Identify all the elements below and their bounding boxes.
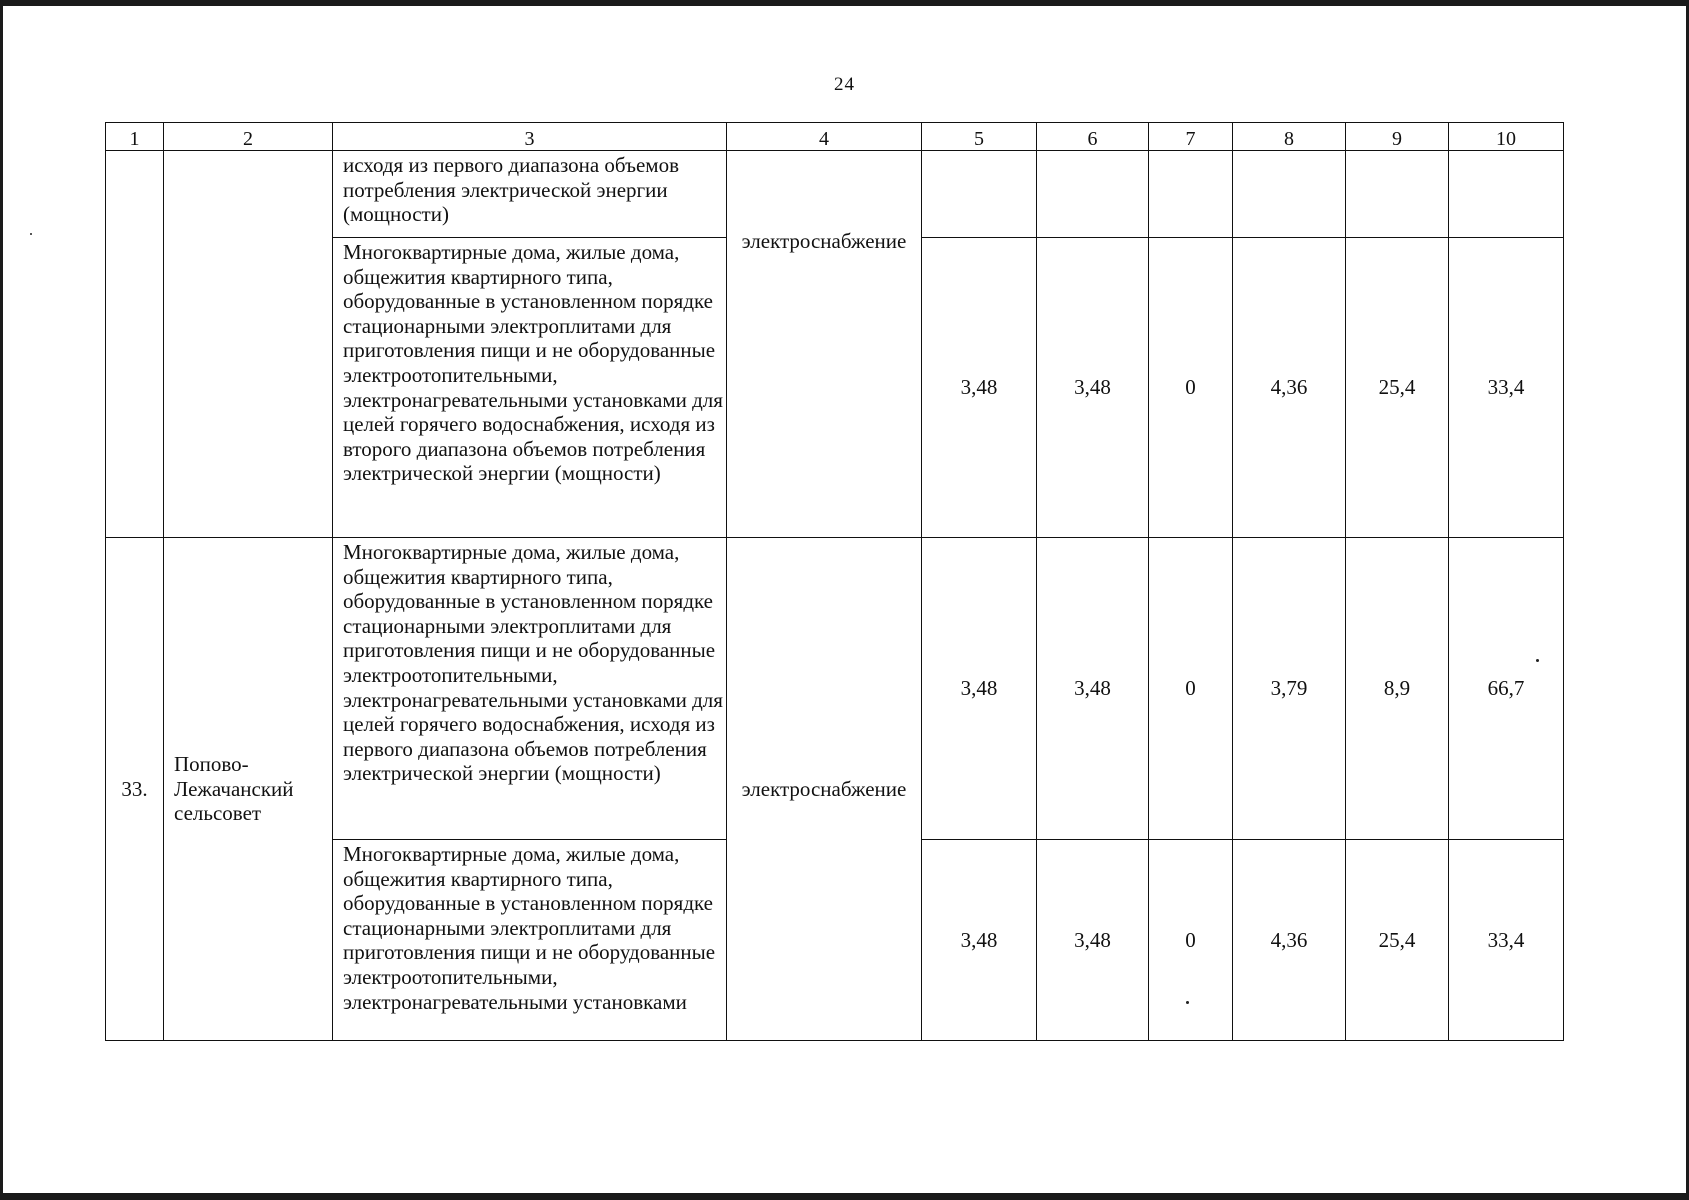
- header-col-10: 10: [1449, 123, 1564, 151]
- value-col-10: 33,4: [1449, 238, 1564, 538]
- row-number-cell: [106, 151, 164, 538]
- value-col-5: [922, 151, 1037, 238]
- value-col-9: [1346, 151, 1449, 238]
- value-col-6: 3,48: [1037, 238, 1149, 538]
- header-col-3: 3: [333, 123, 727, 151]
- header-col-2: 2: [164, 123, 333, 151]
- value-col-7: 0: [1149, 840, 1233, 1041]
- service-type: электроснабжение: [727, 538, 922, 1041]
- value-col-8: [1233, 151, 1346, 238]
- service-type: электроснабжение: [727, 151, 922, 538]
- scan-speck: [1536, 659, 1539, 662]
- municipality-cell: Попово-Лежачанский сельсовет: [164, 538, 333, 1041]
- tariff-table: [105, 122, 1564, 1041]
- category-description: Многоквартирные дома, жилые дома, общежития квартирного типа, оборудованные в установленном порядке стационарными электроплитами для приготовления пищи и не оборудованные электроотопительными, электронагревательными установками для целей горячего водоснабжения, исходя из первого диапазона объемов потребления электрической энергии (мощности): [333, 538, 727, 840]
- table-row: [106, 151, 1564, 238]
- header-col-5: 5: [922, 123, 1037, 151]
- category-description: исходя из первого диапазона объемов потребления электрической энергии (мощности): [333, 151, 727, 238]
- value-col-8: 4,36: [1233, 840, 1346, 1041]
- scan-border-bottom: [0, 1193, 1689, 1200]
- category-description: Многоквартирные дома, жилые дома, общежития квартирного типа, оборудованные в установленном порядке стационарными электроплитами для приготовления пищи и не оборудованные электроотопительными, электронагревательными установками: [333, 840, 727, 1041]
- scan-border-top: [0, 0, 1689, 6]
- value-col-8: 3,79: [1233, 538, 1346, 840]
- municipality-cell: [164, 151, 333, 538]
- value-col-10: 66,7: [1449, 538, 1564, 840]
- scan-speck: [1186, 1001, 1189, 1004]
- value-col-6: [1037, 151, 1149, 238]
- value-col-6: 3,48: [1037, 840, 1149, 1041]
- value-col-10: 33,4: [1449, 840, 1564, 1041]
- value-col-5: 3,48: [922, 238, 1037, 538]
- value-col-8: 4,36: [1233, 238, 1346, 538]
- value-col-6: 3,48: [1037, 538, 1149, 840]
- value-col-10: [1449, 151, 1564, 238]
- value-col-7: 0: [1149, 538, 1233, 840]
- header-col-9: 9: [1346, 123, 1449, 151]
- row-number-cell: 33.: [106, 538, 164, 1041]
- value-col-9: 25,4: [1346, 238, 1449, 538]
- value-col-7: [1149, 151, 1233, 238]
- header-row: [106, 123, 1564, 151]
- header-col-8: 8: [1233, 123, 1346, 151]
- category-description: Многоквартирные дома, жилые дома, общежития квартирного типа, оборудованные в установленном порядке стационарными электроплитами для приготовления пищи и не оборудованные электроотопительными, электронагревательными установками для целей горячего водоснабжения, исходя из второго диапазона объемов потребления электрической энергии (мощности): [333, 238, 727, 538]
- scan-border-left: [0, 0, 3, 1200]
- header-col-1: 1: [106, 123, 164, 151]
- value-col-5: 3,48: [922, 538, 1037, 840]
- value-col-7: 0: [1149, 238, 1233, 538]
- value-col-9: 25,4: [1346, 840, 1449, 1041]
- value-col-5: 3,48: [922, 840, 1037, 1041]
- page-number: 24: [834, 74, 855, 95]
- header-col-7: 7: [1149, 123, 1233, 151]
- header-col-6: 6: [1037, 123, 1149, 151]
- table-row: [106, 538, 1564, 840]
- header-col-4: 4: [727, 123, 922, 151]
- scan-speck: [30, 233, 32, 235]
- value-col-9: 8,9: [1346, 538, 1449, 840]
